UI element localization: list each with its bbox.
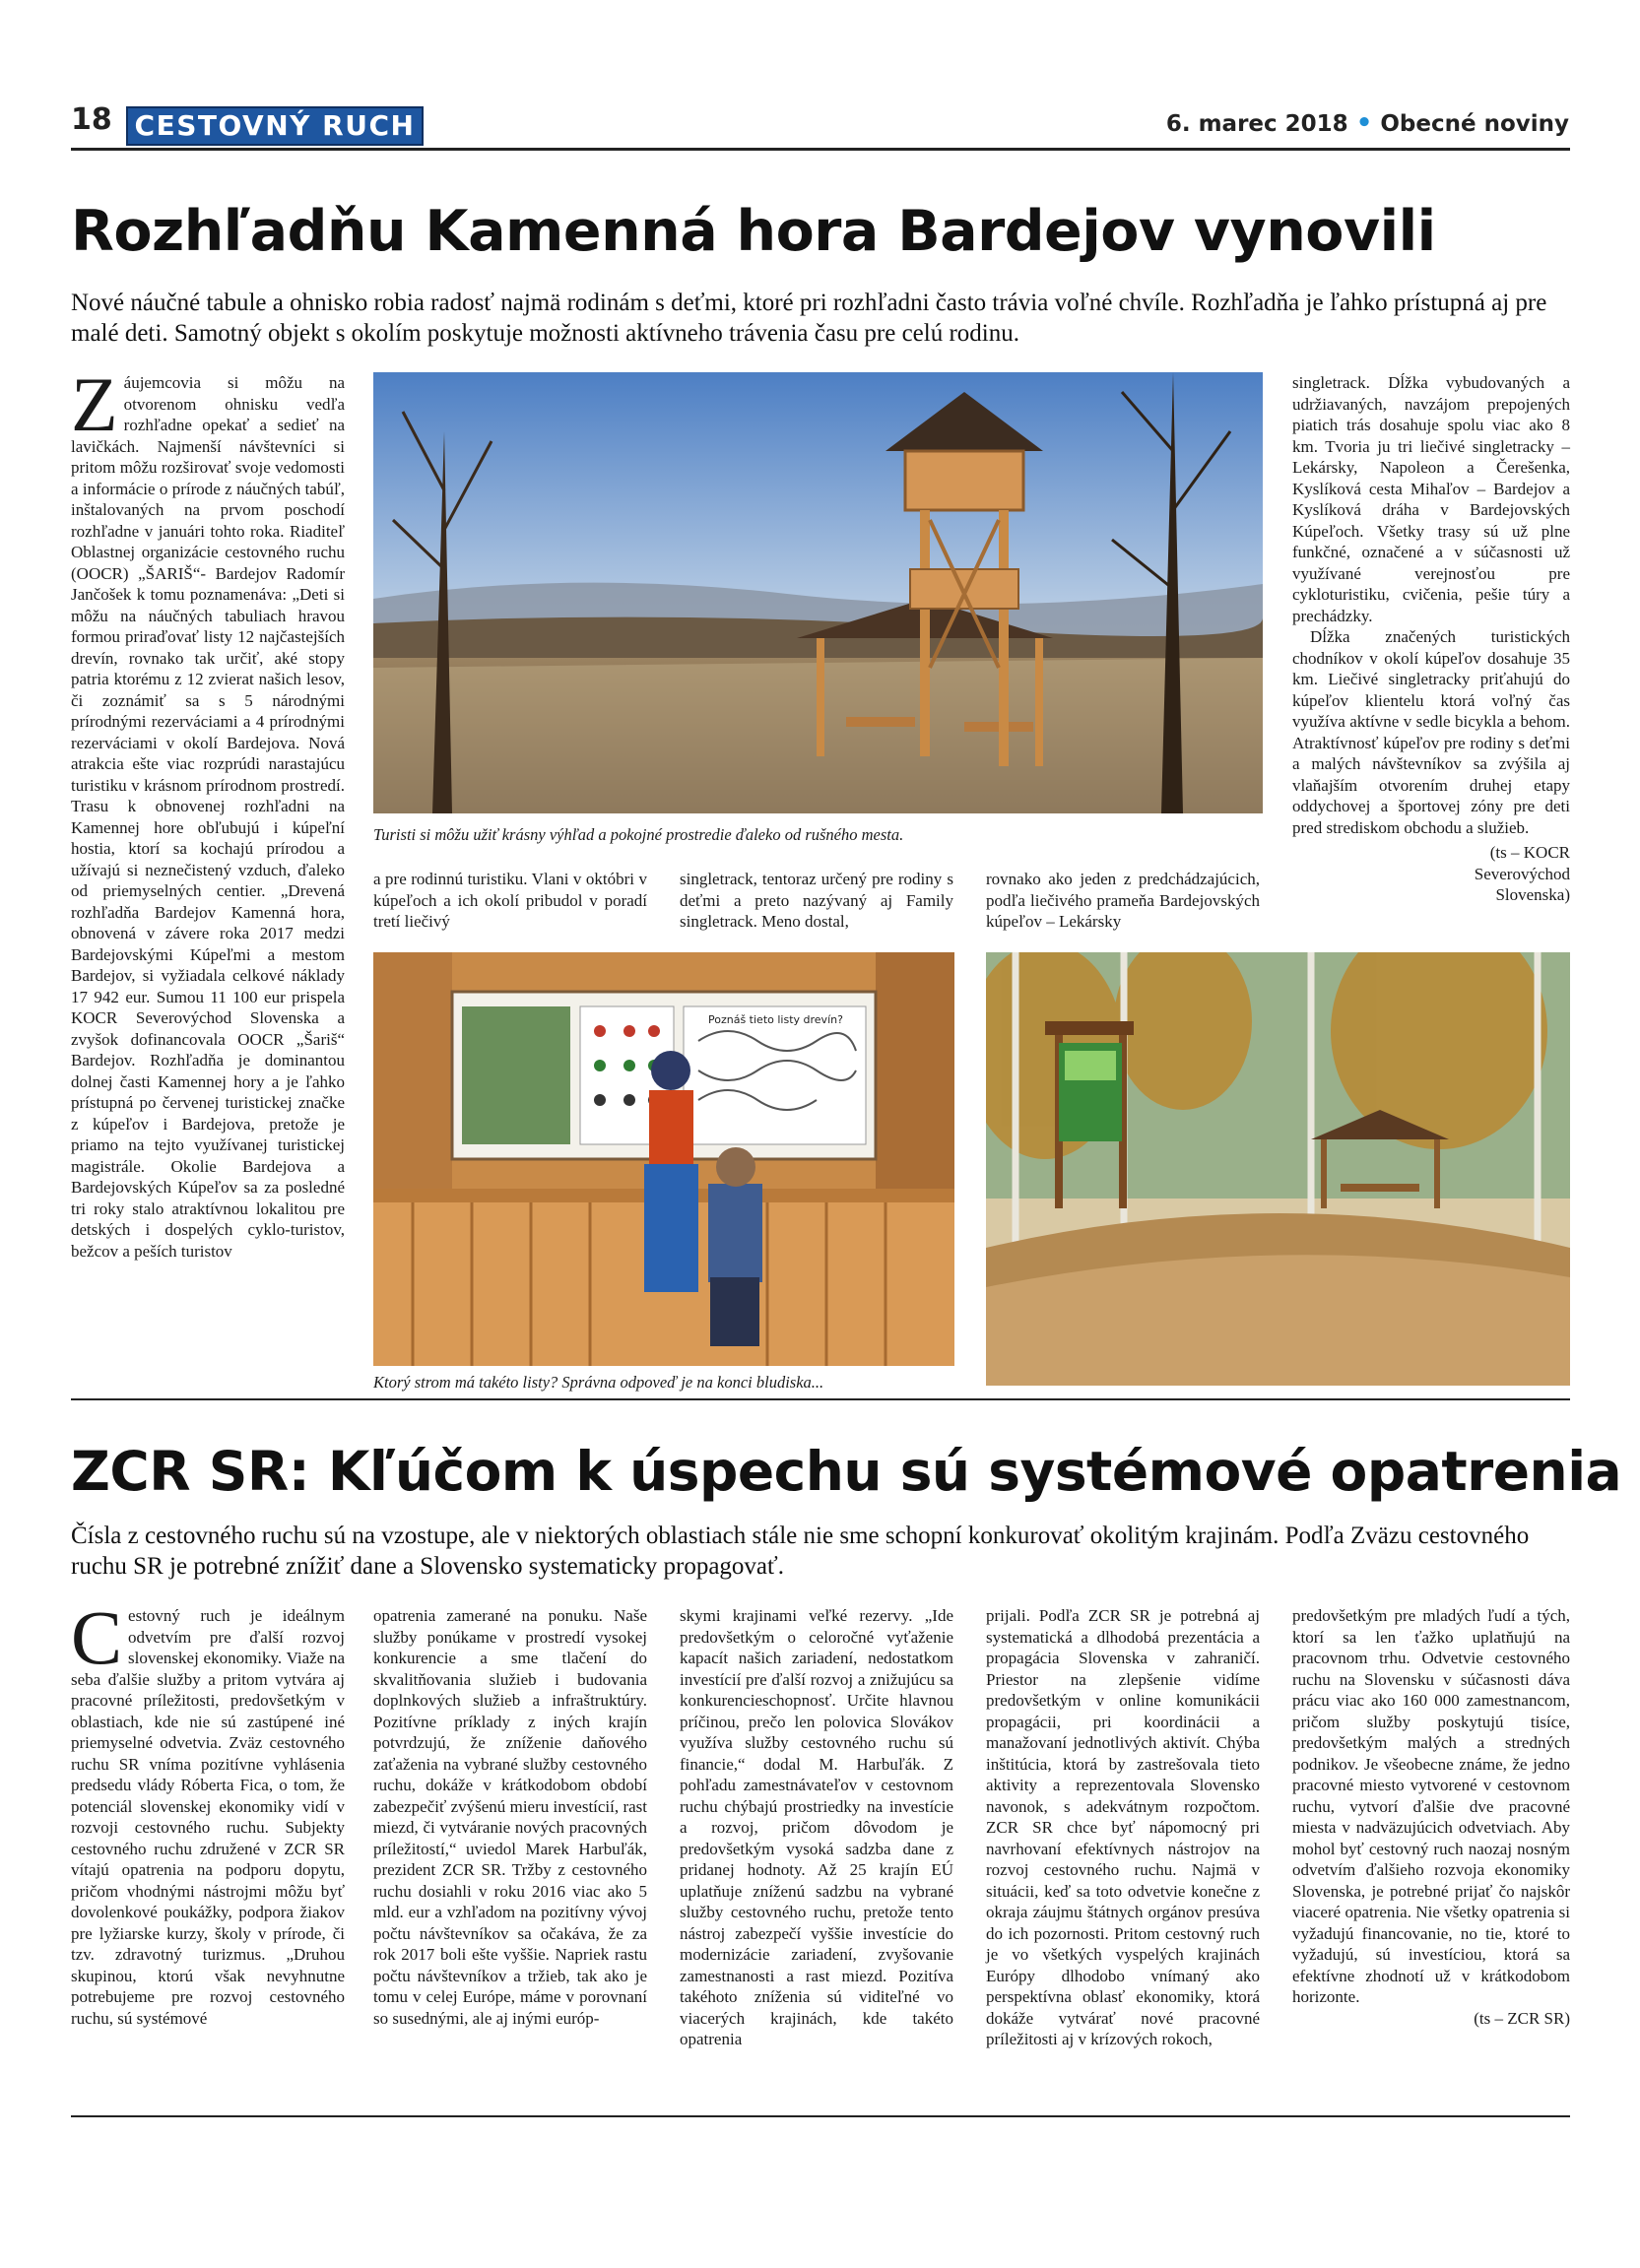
publication-name: Obecné noviny [1380, 111, 1569, 137]
issue-date: 6. marec 2018 [1165, 111, 1348, 137]
article1-lead: Nové náučné tabule a ohnisko robia radosť najmä rodinám s deťmi, ktoré pri rozhľadni často trávia voľné chvíle. Rozhľadňa je ľahko prístupná aj pre malé deti. Samotný objekt s okolím poskytuje možnosti aktívneho trávenia času pre celú rodinu. [71, 290, 1547, 347]
article2-dropcap: C [71, 1594, 123, 1680]
article1-column-4: rovnako ako jeden z predchádzajúcich, podľa liečivého prameňa Bardejovských kúpeľov – Lekársky [986, 870, 1260, 931]
article1-column-3: singletrack, tentoraz určený pre rodiny s deťmi a preto nazývaný aj Family singletrack. Meno dostal, [680, 870, 953, 931]
article2-column-2: opatrenia zamerané na ponuku. Naše služby ponúkame v prostredí vysokej konkurencie a sme tlačení do skvalitňovania služieb i budovania doplnkových služieb a infraštruktúry. Pozitívne príklady z iných krajín potvrdzujú, že zníženie daňového zaťaženia na vybrané služby cestovného ruchu, dokáže v krátkodobom období zabezpečiť zvýšenú mieru investícií, rast miezd, či vytváranie nových pracovných príležitostí,“ uviedol Marek Harbuľák, prezident ZCR SR. Tržby z cestovného ruchu dosiahli v roku 2016 viac ako 5 mld. eur a vzhľadom na pozitívny vývoj počtu návštevníkov sa očakáva, že za rok 2017 boli ešte vyššie. Napriek rastu počtu návštevníkov a tržieb, tak ako je tomu v celej Európe, máme v porovnaní so susednými, ale aj inými európ- [373, 1606, 647, 2028]
photo1-caption: Turisti si môžu užiť krásny výhľad a pokojné prostredie ďaleko od rušného mesta. [373, 825, 904, 844]
article2-column-3: skymi krajinami veľké rezervy. „Ide predovšetkým o celoročné vyťaženie kapacít našich zariadení, nedostatkom investícií pre ďalší rozvoj a znižujúcu sa konkurencieschopnosť. Určite hlavnou príčinou, prečo len polovica Slovákov využíva služby cestovného ruchu sú financie,“ dodal M. Harbuľák. Z pohľadu zamestnávateľov v cestovnom ruchu chýbajú prostriedky na investície a rozvoj, pričom dôvodom je predovšetkým vysoká sadzba dane z pridanej hodnoty. Až 25 krajín EÚ uplatňuje zníženú sadzbu na vybrané služby cestovného ruchu, pretože tento nástroj zabezpečí vyššie investície do modernizácie zariadení, zvyšovanie zamestnanosti a rast miezd. Pozitíva takéhoto zníženia sú viditeľné vo viacerých krajinách, kde takéto opatrenia [680, 1606, 953, 2048]
article2-column-4: prijali. Podľa ZCR SR je potrebná aj systematická a dlhodobá prezentácia a propagácia Slovenska v zahraničí. Priestor na zlepšenie vidíme predovšetkým v online komunikácii propagácii, pri koordinácii a manažovaní jednotlivých aktivít. Chýba inštitúcia, ktorá by zastrešovala tieto aktivity a reprezentovala Slovensko navonok, s adekvátnym rozpočtom. ZCR SR chce byť nápomocný pri navrhovaní efektívnych nástrojov na rozvoj cestovného ruchu. Najmä v situácii, keď sa toto odvetvie konečne z okraja záujmu štátnych orgánov presúva do ich pozornosti. Pritom cestovný ruch je vo všetkých vyspelých krajinách Európy dlhodobo vnímaný ako perspektívna oblasť ekonomiky, ktorá dokáže vytvárať nové pracovné príležitosti aj v krízových rokoch, [986, 1606, 1260, 2048]
article1-column-2: a pre rodinnú turistiku. Vlani v októbri v kúpeľoch a ich okolí pribudol v poradí tretí liečivý [373, 870, 647, 931]
article1-column-1 [71, 372, 345, 1387]
autumn-shelter-photo [986, 952, 1570, 1386]
children-at-board-photo [373, 952, 954, 1366]
bottom-rule [71, 2115, 1570, 2117]
article1-headline: Rozhľadňu Kamenná hora Bardejov vynovili [71, 199, 1436, 264]
article1-dropcap: Z [71, 372, 118, 447]
article2-col1-text: estovný ruch je ideálnym odvetvím pre ďalší rozvoj slovenskej ekonomiky. Viaže na seba ďalšie služby a pritom vytvára aj pracovné príležitosti, predovšetkým v oblastiach, kde nie sú zastúpené iné priemyselné odvetvia. Zväz cestovného ruchu SR vníma pozitívne vyhlásenia predsedu vlády Róberta Fica, o tom, že potenciál slovenskej ekonomiky vidí v rozvoji cestovného ruchu. Subjekty cestovného ruchu združené v ZCR SR vítajú opatrenia na podporu dopytu, pričom vhodnými nástrojmi môžu byť dovolenkové poukážky, podpora žiakov pre lyžiarske kurzy, školy v prírode, či tzv. zdravotný turizmus. „Druhou skupinou, ktorú však nevyhnutne potrebujeme pre rozvoj cestovného ruchu, sú systémové [71, 1606, 345, 2028]
article1-col5-paragraph-2: Dĺžka značených turistických chodníkov v okolí kúpeľov dosahuje 35 km. Liečivé singletracky priťahujú do kúpeľov klientelu ktorá voľný čas využíva aktívne v sedle bicykla a behom. Atraktívnosť kúpeľov pre rodiny s deťmi a malých návštevníkov sa zvýšila aj vlaňajším otvorením druhej etapy oddychovej a športovej zóny pre deti pred strediskom obchodu a služieb. [1292, 627, 1570, 837]
header-rule [71, 148, 1570, 151]
bullet-separator: • [1355, 108, 1373, 138]
article2-column-1 [71, 1594, 345, 2029]
masthead-info [1166, 108, 1569, 138]
lookout-tower-photo [373, 372, 1263, 813]
board-title: Poznáš tieto listy drevín? [708, 1013, 843, 1026]
article1-credit: (ts – KOCR Severovýchod Slovenska) [1474, 843, 1570, 904]
article2-col5-text: predovšetkým pre mladých ľudí a tých, ktorí sa len ťažko uplatňujú na pracovnom trhu. Odvetvie cestovného ruchu na Slovensku v súčasnosti dáva prácu viac ako 160 000 zamestnancom, pričom služby poskytujú tisíce, predovšetkým malých a stredných podnikov. Je všeobecne známe, že jedno pracovné miesto vytvorené v cestovnom ruchu, vytvorí ďalšie dve pracovné miesta v nadväzujúcich odvetviach. Aby mohol byť cestovný ruch naozaj nosným odvetvím ďalšieho rozvoja ekonomiky Slovenska, je potrebné prijať čo najskôr viaceré opatrenia. Nie všetky opatrenia si vyžadujú financovanie, no tie, ktoré to vyžadujú, sú investíciou, ktorá sa efektívne zhodnotí už v krátkodobom horizonte. [1292, 1606, 1570, 2006]
article2-credit: (ts – ZCR SR) [1474, 2008, 1570, 2028]
article1-column-5 [1292, 372, 1570, 906]
section-tab [126, 106, 424, 146]
article-divider-rule [71, 1398, 1570, 1400]
article2-column-5 [1292, 1605, 1570, 2029]
section-title: CESTOVNÝ RUCH [134, 109, 416, 142]
article1-col1-text: áujemcovia si môžu na otvorenom ohnisku vedľa rozhľadne opekať a sedieť na lavičkách. Najmenší návštevníci si pritom môžu rozširovať svoje vedomosti a informácie o prírode z náučných tabúľ, inštalovaných na prvom poschodí rozhľadne v januári tohto roka. Riaditeľ Oblastnej organizácie cestovného ruchu (OOCR) „ŠARIŠ“- Bardejov Radomír Jančošek k tomu poznamenáva: „Deti si môžu na náučných tabuliach hravou formou priraďovať listy 12 najčastejších drevín, rovnako tak určiť, aké stopy patria ktorému z 12 zvierat našich lesov, či zoznámiť sa s 5 národnými prírodnými rezerváciami a 4 prírodnými rezerváciami v okolí Bardejova. Nová atrakcia ešte viac rozprúdi narastajúcu turistiku v krásnom prírodnom prostredí. Trasu k obnovenej rozhľadni na Kamennej hore obľubujú i kúpeľní hostia, ktorí sa kochajú prírodou a užívajú si neznečistený vzduch, ďaleko od priemyselných centier. „Drevená rozhľadňa Bardejov Kamenná hora, obnovená v závere roka 2017 medzi Bardejovskými Kúpeľmi a mestom Bardejov, si vyžiadala celkové náklady 17 942 eur. Sumou 11 100 eur prispela KOCR Severovýchod Slovenska a zvyšok dofinancovala OOCR „Šariš“ Bardejov. Rozhľadňa je dominantou dolnej časti Kamennej hory a je ľahko prístupná po červenej turistickej značke z kúpeľov i Bardejova, pretože je priamo na tejto využívanej turistickej magistrále. Okolie Bardejova a Bardejovských Kúpeľov sa za posledné tri roky stalo atraktívnou lokalitou pre detských i dospelých cyklo-turistov, bežcov a peších turistov [71, 373, 345, 1261]
article2-lead: Čísla z cestovného ruchu sú na vzostupe, ale v niektorých oblastiach stále nie sme schopní konkurovať okolitým krajinám. Podľa Zväzu cestovného ruchu SR je potrebné znížiť dane a Slovensko systematicky propagovať. [71, 1523, 1530, 1580]
article2-headline: ZCR SR: Kľúčom k úspechu sú systémové opatrenia [71, 1440, 1622, 1503]
photo2-caption: Ktorý strom má takéto listy? Správna odpoveď je na konci bludiska... [373, 1373, 824, 1392]
article1-col5-paragraph-1: singletrack. Dĺžka vybudovaných a udržiavaných, navzájom prepojených piatich trás dosahuje spolu viac ako 8 km. Tvoria ju tri liečivé singletracky – Lekársky, Napoleon a Čerešenka, Kyslíková cesta Mihaľov – Bardejov a Kyslíková dráha v Bardejovských Kúpeľoch. Všetky trasy sú už plne funkčné, označené a v súčasnosti už využívané verejnosťou pre cykloturistiku, cvičenia, pešie túry a prechádzky. [1292, 373, 1570, 625]
page-number: 18 [71, 102, 112, 137]
